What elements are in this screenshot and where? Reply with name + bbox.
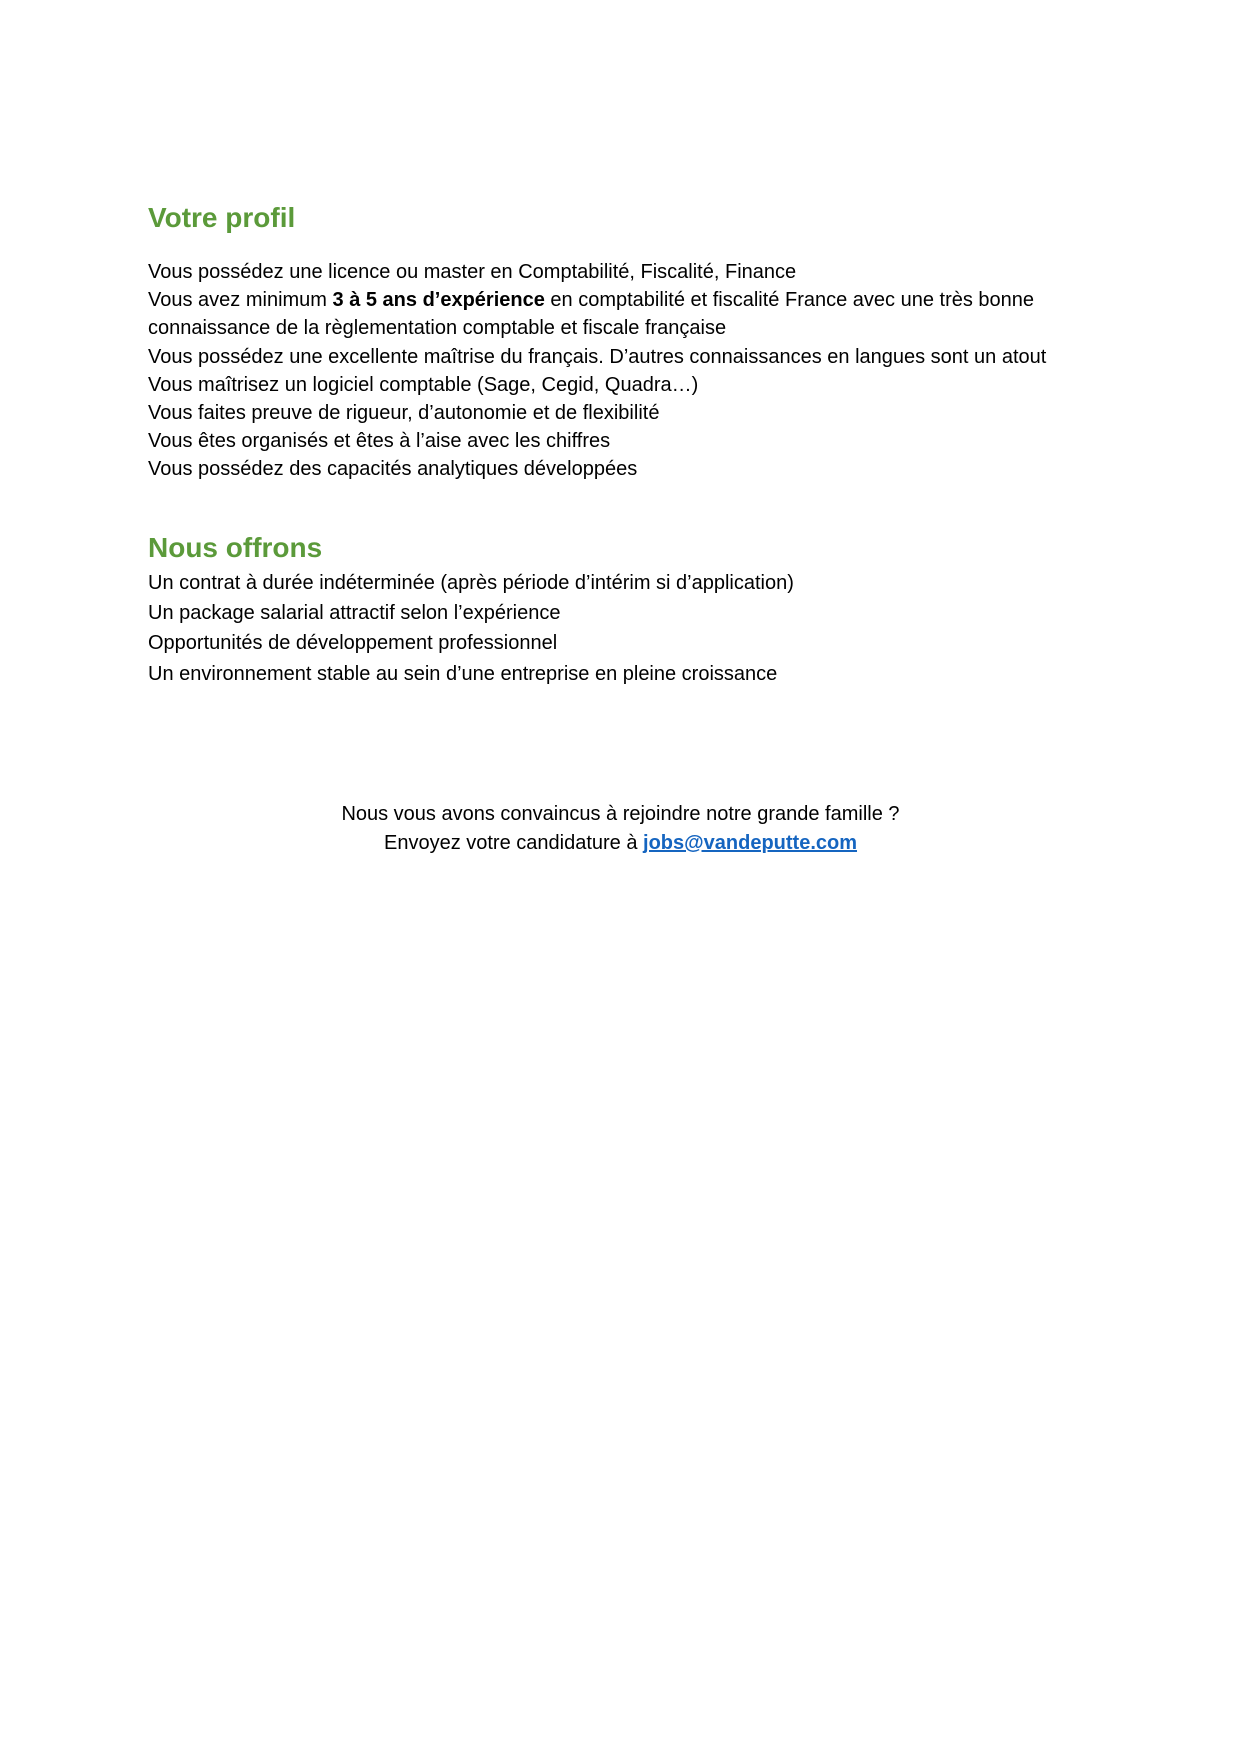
offer-section <box>148 528 1108 690</box>
profile-heading: Votre profil <box>148 202 296 233</box>
send-prefix: Envoyez votre candidature à <box>383 832 644 854</box>
profile-line-experience <box>148 286 1108 314</box>
profile-line-organised: Vous êtes organisés et êtes à l’aise avec les chiffres <box>148 430 611 453</box>
profile-line-analytical: Vous possédez des capacités analytiques développées <box>148 458 638 481</box>
closing-question: Nous vous avons convaincus à rejoindre notre grande famille ? <box>341 803 900 825</box>
email-link[interactable]: jobs@vandeputte.com <box>643 832 858 854</box>
profile-line-regulation: connaissance de la règlementation comptable et fiscale française <box>148 317 727 340</box>
offer-item: Un environnement stable au sein d’une entreprise en pleine croissance <box>148 662 778 685</box>
profile-section <box>148 198 1108 484</box>
offer-item: Un package salarial attractif selon l’expérience <box>148 602 561 625</box>
offer-heading: Nous offrons <box>148 531 323 563</box>
experience-years: 3 à 5 ans d’expérience <box>332 289 545 312</box>
closing-section <box>0 800 1241 858</box>
profile-line-education: Vous possédez une licence ou master en Comptabilité, Fiscalité, Finance <box>148 261 797 283</box>
profile-line-software: Vous maîtrisez un logiciel comptable (Sage, Cegid, Quadra…) <box>148 373 699 396</box>
closing-contact-line <box>0 829 1241 858</box>
experience-text-post: en comptabilité et fiscalité France avec une très bonne <box>544 289 1035 312</box>
offer-item: Un contrat à durée indéterminée (après période d’intérim si d’application) <box>148 571 794 594</box>
profile-line-rigour: Vous faites preuve de rigueur, d’autonomie et de flexibilité <box>148 402 660 425</box>
experience-text-pre: Vous avez minimum <box>148 289 333 312</box>
profile-line-languages: Vous possédez une excellente maîtrise du français. D’autres connaissances en langues sont un atout <box>148 345 1047 368</box>
document-content <box>148 198 1108 689</box>
offer-item: Opportunités de développement professionnel <box>148 632 558 655</box>
